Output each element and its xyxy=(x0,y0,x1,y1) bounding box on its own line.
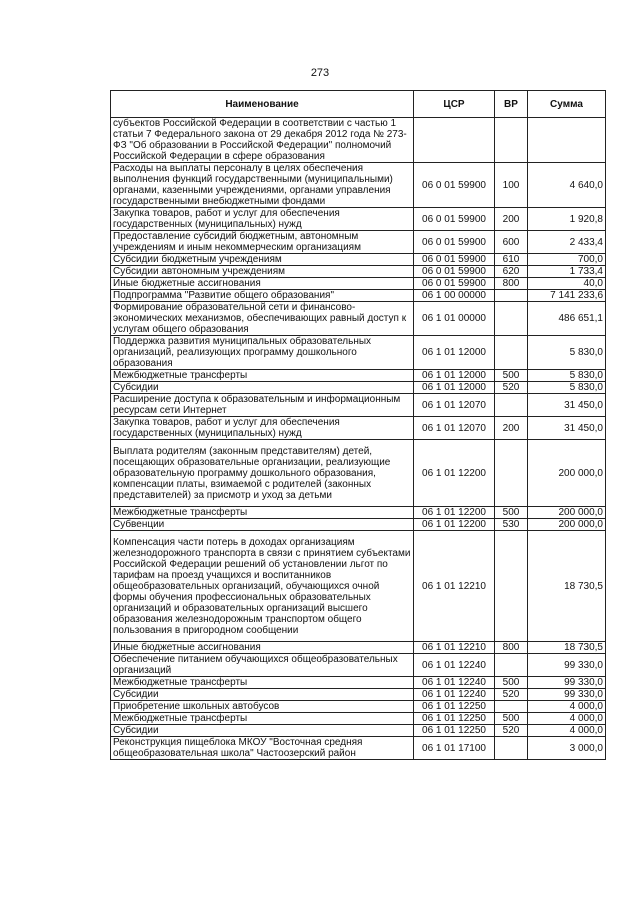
row-sum: 31 450,0 xyxy=(528,417,606,440)
row-sum: 700,0 xyxy=(528,254,606,266)
row-vr xyxy=(495,290,528,302)
row-sum: 200 000,0 xyxy=(528,507,606,519)
row-name: Расходы на выплаты персоналу в целях обеспечения выполнения функций государственными (муниципальными) органами, казенными учреждениями, органами управления государственными внебюджетными фондами xyxy=(111,163,414,208)
row-name: Субсидии xyxy=(111,725,414,737)
row-sum: 486 651,1 xyxy=(528,302,606,336)
row-csr: 06 1 01 12200 xyxy=(414,519,495,531)
row-csr: 06 1 00 00000 xyxy=(414,290,495,302)
row-name: Субсидии автономным учреждениям xyxy=(111,266,414,278)
row-csr: 06 1 01 12240 xyxy=(414,689,495,701)
row-sum: 4 000,0 xyxy=(528,713,606,725)
row-name: Предоставление субсидий бюджетным, автономным учреждениям и иным некоммерческим организациям xyxy=(111,231,414,254)
row-name: Субвенции xyxy=(111,519,414,531)
budget-table xyxy=(110,90,606,760)
row-sum: 4 000,0 xyxy=(528,701,606,713)
row-vr xyxy=(495,440,528,507)
row-csr: 06 0 01 59900 xyxy=(414,163,495,208)
row-name: Межбюджетные трансферты xyxy=(111,370,414,382)
row-vr: 520 xyxy=(495,382,528,394)
row-vr: 520 xyxy=(495,689,528,701)
row-csr: 06 0 01 59900 xyxy=(414,254,495,266)
row-sum xyxy=(528,118,606,163)
row-name: Межбюджетные трансферты xyxy=(111,713,414,725)
row-name: Иные бюджетные ассигнования xyxy=(111,642,414,654)
row-csr: 06 0 01 59900 xyxy=(414,266,495,278)
table-body xyxy=(111,118,606,760)
row-name: Подпрограмма "Развитие общего образования" xyxy=(111,290,414,302)
row-name: Поддержка развития муниципальных образовательных организаций, реализующих программу дошкольного образования xyxy=(111,336,414,370)
row-vr: 200 xyxy=(495,208,528,231)
row-csr: 06 0 01 59900 xyxy=(414,278,495,290)
row-csr: 06 1 01 17100 xyxy=(414,737,495,760)
row-name: Межбюджетные трансферты xyxy=(111,507,414,519)
row-csr: 06 1 01 12070 xyxy=(414,417,495,440)
row-vr xyxy=(495,701,528,713)
row-sum: 5 830,0 xyxy=(528,336,606,370)
row-vr: 100 xyxy=(495,163,528,208)
row-name: Иные бюджетные ассигнования xyxy=(111,278,414,290)
row-vr xyxy=(495,737,528,760)
row-vr: 620 xyxy=(495,266,528,278)
row-vr xyxy=(495,654,528,677)
row-sum: 18 730,5 xyxy=(528,642,606,654)
row-csr xyxy=(414,118,495,163)
row-vr: 500 xyxy=(495,370,528,382)
row-csr: 06 1 01 12240 xyxy=(414,654,495,677)
row-name: Компенсация части потерь в доходах организациям железнодорожного транспорта в связи с принятием субъектами Российской Федерации решений об установлении льгот по тарифам на проезд учащихся и воспитанников общеобразовательных организаций, обучающихся очной формы обучения профессиональных образовательных организаций и образовательных организаций высшего образования железнодорожным транспортом общего пользования в пригородном сообщении xyxy=(111,531,414,642)
row-name: субъектов Российской Федерации в соответствии с частью 1 статьи 7 Федерального закона от 29 декабря 2012 года № 273-ФЗ "Об образовании в Российской Федерации" полномочий Российской Федерации в сфере образования xyxy=(111,118,414,163)
row-sum: 99 330,0 xyxy=(528,689,606,701)
row-csr: 06 1 01 12210 xyxy=(414,531,495,642)
row-name: Закупка товаров, работ и услуг для обеспечения государственных (муниципальных) нужд xyxy=(111,208,414,231)
row-csr: 06 1 01 12250 xyxy=(414,701,495,713)
header-vr: ВР xyxy=(495,91,528,118)
row-sum: 4 000,0 xyxy=(528,725,606,737)
row-name: Субсидии xyxy=(111,382,414,394)
row-csr: 06 1 01 12000 xyxy=(414,336,495,370)
row-vr: 800 xyxy=(495,642,528,654)
row-sum: 5 830,0 xyxy=(528,370,606,382)
row-csr: 06 1 01 12210 xyxy=(414,642,495,654)
row-name: Субсидии бюджетным учреждениям xyxy=(111,254,414,266)
row-sum: 5 830,0 xyxy=(528,382,606,394)
row-sum: 40,0 xyxy=(528,278,606,290)
row-csr: 06 1 01 12200 xyxy=(414,507,495,519)
row-vr xyxy=(495,394,528,417)
row-sum: 200 000,0 xyxy=(528,440,606,507)
header-sum: Сумма xyxy=(528,91,606,118)
row-vr: 520 xyxy=(495,725,528,737)
row-csr: 06 1 01 12000 xyxy=(414,370,495,382)
header-row xyxy=(111,91,606,118)
row-vr: 530 xyxy=(495,519,528,531)
row-csr: 06 0 01 59900 xyxy=(414,208,495,231)
row-vr: 610 xyxy=(495,254,528,266)
row-sum: 99 330,0 xyxy=(528,654,606,677)
row-vr xyxy=(495,302,528,336)
row-vr: 500 xyxy=(495,713,528,725)
row-vr: 600 xyxy=(495,231,528,254)
row-vr: 500 xyxy=(495,507,528,519)
row-csr: 06 1 01 00000 xyxy=(414,302,495,336)
header-name: Наименование xyxy=(111,91,414,118)
row-name: Расширение доступа к образовательным и информационным ресурсам сети Интернет xyxy=(111,394,414,417)
row-csr: 06 1 01 12250 xyxy=(414,713,495,725)
row-sum: 3 000,0 xyxy=(528,737,606,760)
row-vr xyxy=(495,531,528,642)
row-name: Формирование образовательной сети и финансово-экономических механизмов, обеспечивающих равный доступ к услугам общего образования xyxy=(111,302,414,336)
row-name: Субсидии xyxy=(111,689,414,701)
row-sum: 7 141 233,6 xyxy=(528,290,606,302)
row-vr xyxy=(495,118,528,163)
row-sum: 200 000,0 xyxy=(528,519,606,531)
row-vr: 800 xyxy=(495,278,528,290)
row-sum: 18 730,5 xyxy=(528,531,606,642)
row-sum: 2 433,4 xyxy=(528,231,606,254)
page-number: 273 xyxy=(310,67,330,79)
row-name: Приобретение школьных автобусов xyxy=(111,701,414,713)
row-sum: 31 450,0 xyxy=(528,394,606,417)
row-name: Межбюджетные трансферты xyxy=(111,677,414,689)
row-name: Выплата родителям (законным представителям) детей, посещающих образовательные организации, реализующие образовательную программу дошкольного образования, компенсации платы, взимаемой с родителей (законных представителей) за присмотр и уход за детьми xyxy=(111,440,414,507)
row-csr: 06 1 01 12240 xyxy=(414,677,495,689)
row-name: Реконструкция пищеблока МКОУ "Восточная средняя общеобразовательная школа" Частоозерский район xyxy=(111,737,414,760)
row-csr: 06 0 01 59900 xyxy=(414,231,495,254)
row-sum: 99 330,0 xyxy=(528,677,606,689)
row-csr: 06 1 01 12200 xyxy=(414,440,495,507)
row-name: Обеспечение питанием обучающихся общеобразовательных организаций xyxy=(111,654,414,677)
header-csr: ЦСР xyxy=(414,91,495,118)
row-sum: 4 640,0 xyxy=(528,163,606,208)
row-csr: 06 1 01 12250 xyxy=(414,725,495,737)
row-sum: 1 733,4 xyxy=(528,266,606,278)
row-vr xyxy=(495,336,528,370)
row-name: Закупка товаров, работ и услуг для обеспечения государственных (муниципальных) нужд xyxy=(111,417,414,440)
row-csr: 06 1 01 12070 xyxy=(414,394,495,417)
row-sum: 1 920,8 xyxy=(528,208,606,231)
row-csr: 06 1 01 12000 xyxy=(414,382,495,394)
row-vr: 500 xyxy=(495,677,528,689)
row-vr: 200 xyxy=(495,417,528,440)
